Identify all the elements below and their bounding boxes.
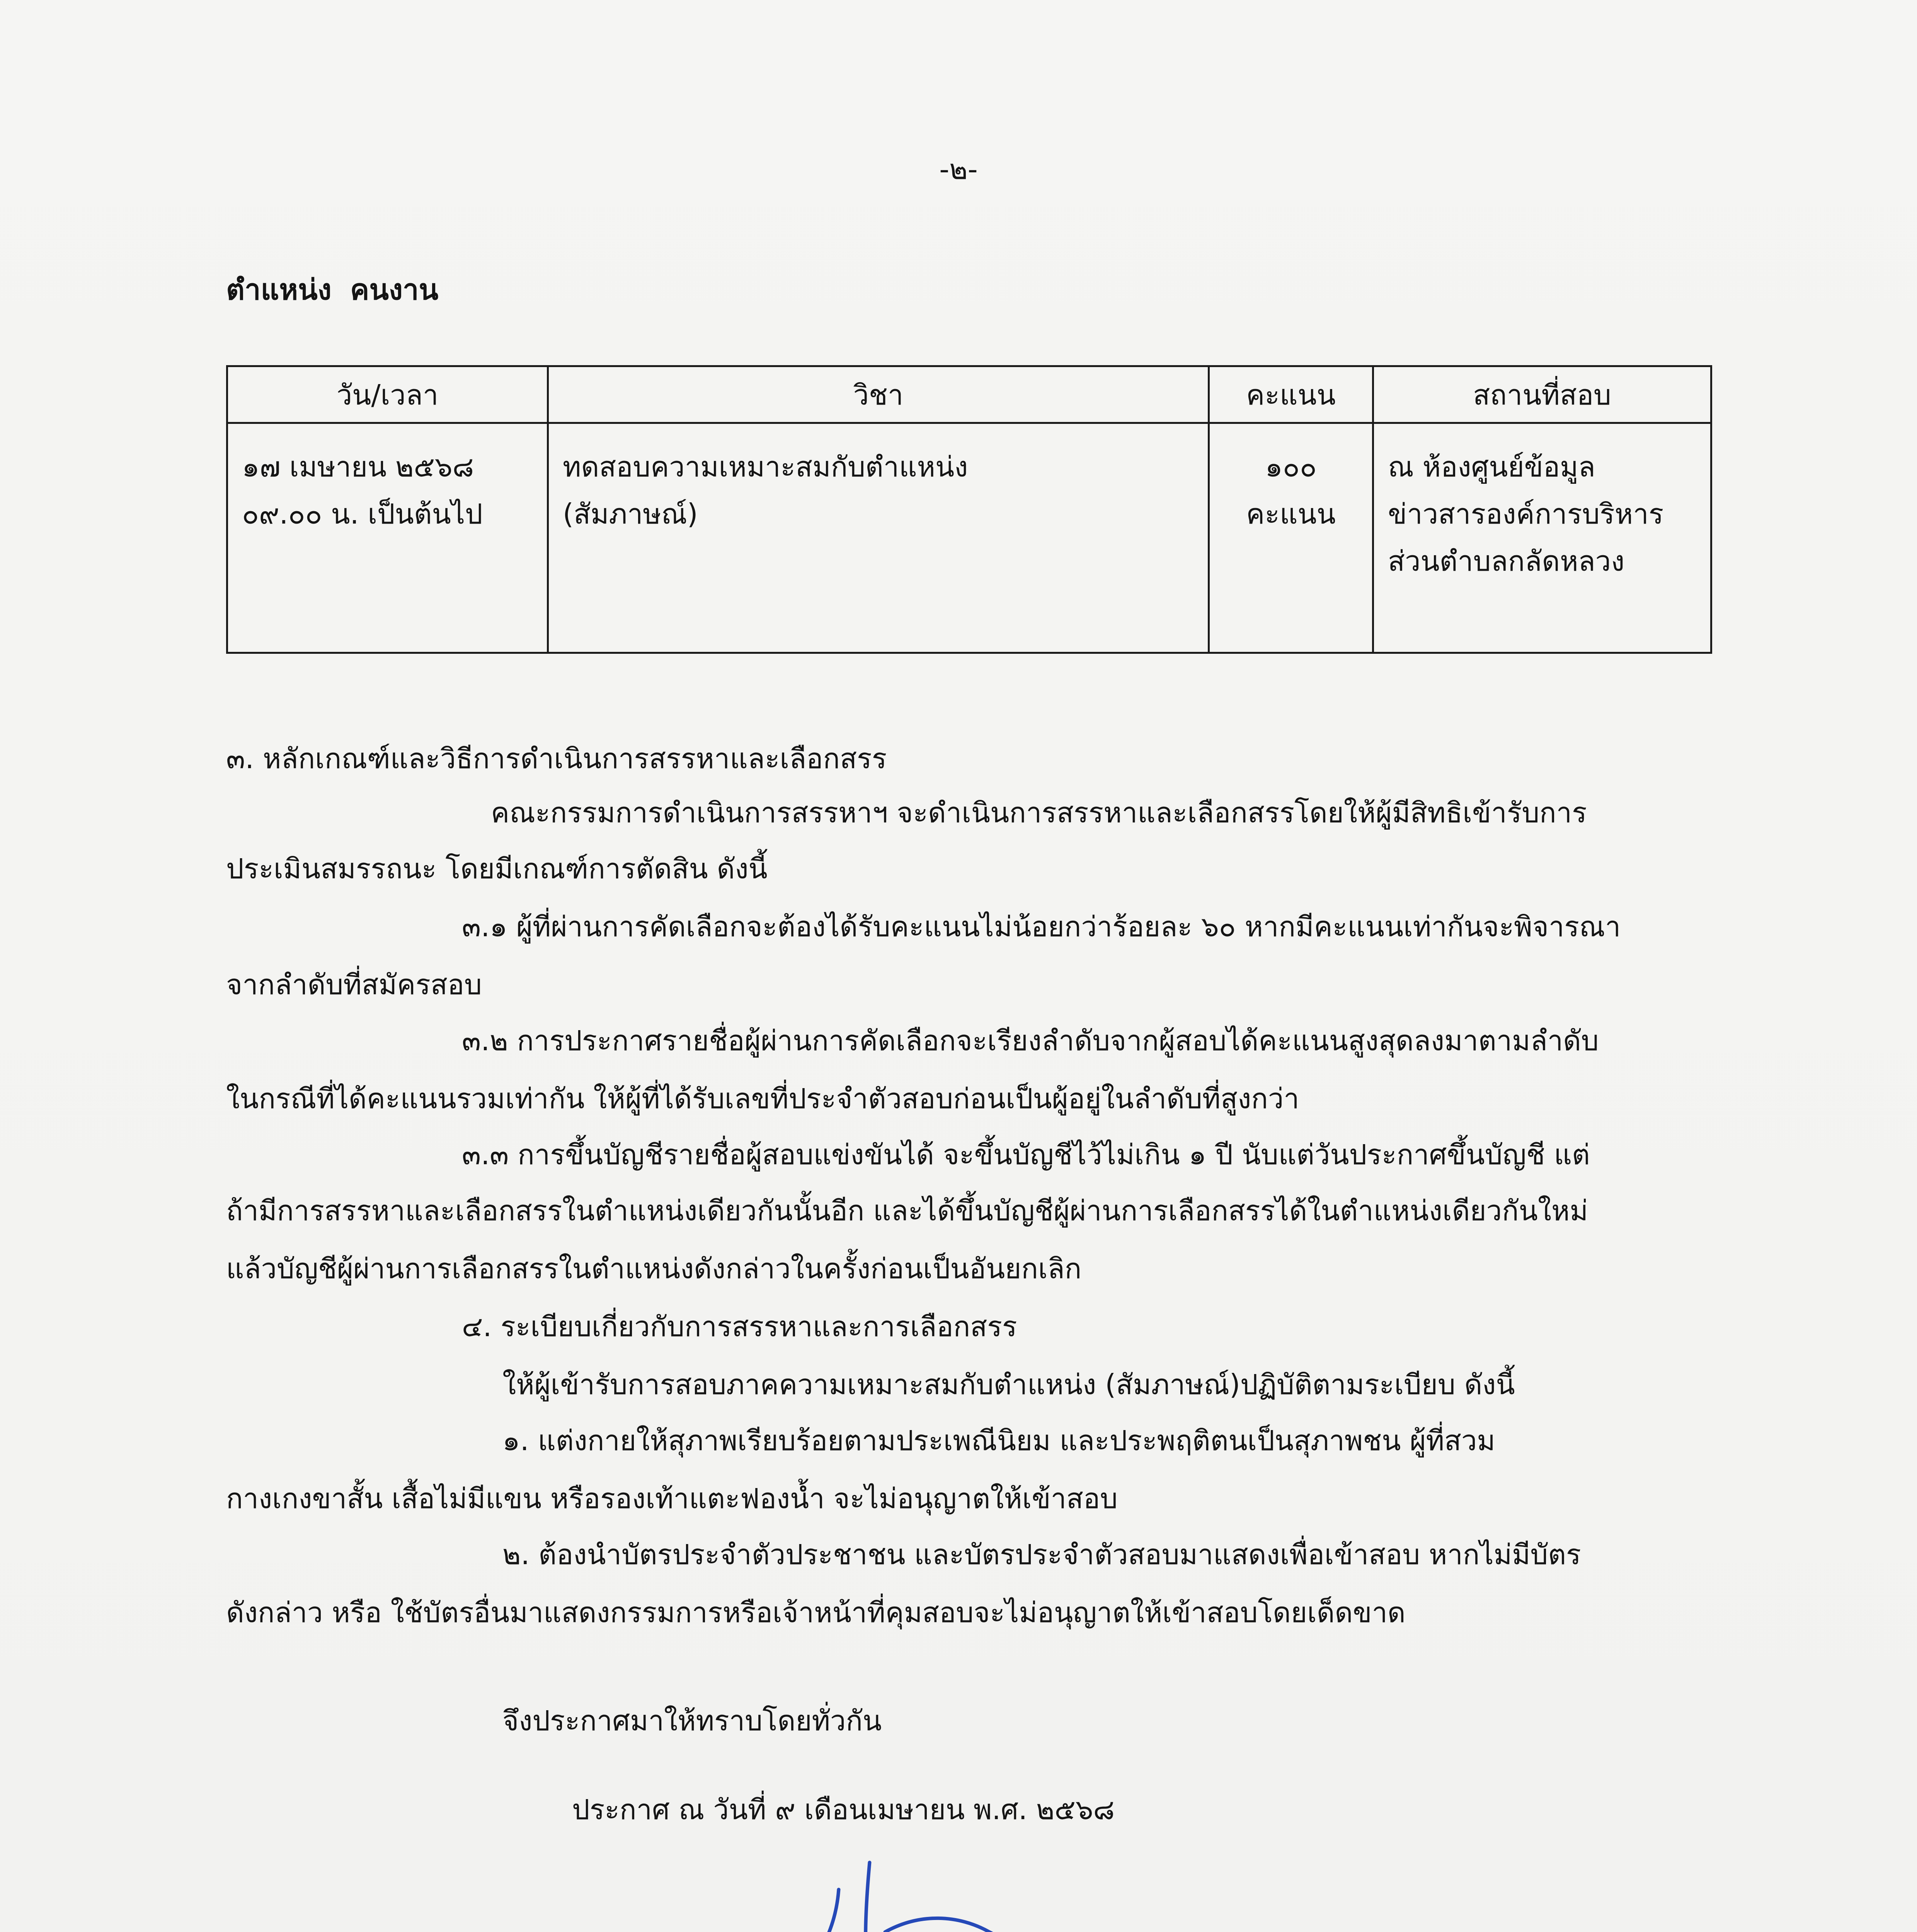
score-value: ๑๐๐ [1265,451,1317,483]
location-line: ข่าวสารองค์การบริหาร [1388,498,1664,530]
position-heading [226,267,438,312]
section-3-title: ๓. หลักเกณฑ์และวิธีการดำเนินการสรรหาและเลือกสรร [226,742,887,775]
header-subject: วิชา [548,366,1209,423]
header-date-time: วัน/เวลา [227,366,548,423]
section-4-title: ๔. ระเบียบเกี่ยวกับการสรรหาและการเลือกสรร [462,1310,1017,1343]
cell-subject [548,423,1209,653]
exam-date: ๑๗ เมษายน ๒๕๖๘ [242,451,474,483]
table-row [227,423,1711,653]
cell-score [1209,423,1373,653]
position-label: ตำแหน่ง [226,273,332,306]
location-line: ส่วนตำบลกลัดหลวง [1388,545,1625,577]
criteria-3-3: ๓.๓ การขึ้นบัญชีรายชื่อผู้สอบแข่งขันได้ จะขึ้นบัญชีไว้ไม่เกิน ๑ ปี นับแต่วันประกาศขึ้นบัญชี แต่ [462,1138,1590,1171]
announcement-date: ประกาศ ณ วันที่ ๙ เดือนเมษายน พ.ศ. ๒๕๖๘ [572,1793,1115,1826]
closing-statement: จึงประกาศมาให้ทราบโดยทั่วกัน [502,1704,882,1737]
criteria-3-3-cont: ถ้ามีการสรรหาและเลือกสรรในตำแหน่งเดียวกันนั้นอีก และได้ขึ้นบัญชีผู้ผ่านการเลือกสรรได้ในตำแหน่งเดียวกันใหม่ [226,1194,1588,1227]
exam-time: ๐๙.๐๐ น. เป็นต้นไป [242,498,483,530]
exam-subject: ทดสอบความเหมาะสมกับตำแหน่ง [563,451,968,483]
position-value: คนงาน [350,273,439,306]
header-score: คะแนน [1209,366,1373,423]
page-number: -๒- [939,153,978,185]
cell-location [1373,423,1711,653]
section-4-intro: ให้ผู้เข้ารับการสอบภาคความเหมาะสมกับตำแหน่ง (สัมภาษณ์)ปฏิบัติตามระเบียบ ดังนี้ [502,1368,1515,1401]
criteria-3-2-cont: ในกรณีที่ได้คะแนนรวมเท่ากัน ให้ผู้ที่ได้รับเลขที่ประจำตัวสอบก่อนเป็นผู้อยู่ในลำดับที่สูงกว่า [226,1082,1299,1115]
exam-subject-type: (สัมภาษณ์) [563,498,698,530]
exam-schedule-table [226,365,1712,654]
criteria-3-3-cont2: แล้วบัญชีผู้ผ่านการเลือกสรรในตำแหน่งดังกล่าวในครั้งก่อนเป็นอันยกเลิก [226,1252,1082,1285]
signature-image [758,1816,1190,1932]
rule-2-cont: ดังกล่าว หรือ ใช้บัตรอื่นมาแสดงกรรมการหรือเจ้าหน้าที่คุมสอบจะไม่อนุญาตให้เข้าสอบโดยเด็ดขาด [226,1596,1406,1629]
cell-date-time [227,423,548,653]
rule-2: ๒. ต้องนำบัตรประจำตัวประชาชน และบัตรประจำตัวสอบมาแสดงเพื่อเข้าสอบ หากไม่มีบัตร [502,1538,1581,1571]
section-3-intro-cont: ประเมินสมรรถนะ โดยมีเกณฑ์การตัดสิน ดังนี้ [226,852,768,885]
table-header-row [227,366,1711,423]
location-line: ณ ห้องศูนย์ข้อมูล [1388,451,1595,483]
header-exam-location: สถานที่สอบ [1373,366,1711,423]
criteria-3-1-cont: จากลำดับที่สมัครสอบ [226,968,482,1001]
section-3-intro: คณะกรรมการดำเนินการสรรหาฯ จะดำเนินการสรรหาและเลือกสรรโดยให้ผู้มีสิทธิเข้ารับการ [491,796,1587,829]
score-unit: คะแนน [1246,498,1336,530]
rule-1-cont: กางเกงขาสั้น เสื้อไม่มีแขน หรือรองเท้าแตะฟองน้ำ จะไม่อนุญาตให้เข้าสอบ [226,1482,1118,1515]
criteria-3-2: ๓.๒ การประกาศรายชื่อผู้ผ่านการคัดเลือกจะเรียงลำดับจากผู้สอบได้คะแนนสูงสุดลงมาตามลำดับ [462,1024,1599,1057]
criteria-3-1: ๓.๑ ผู้ที่ผ่านการคัดเลือกจะต้องได้รับคะแนนไม่น้อยกว่าร้อยละ ๖๐ หากมีคะแนนเท่ากันจะพิจารณา [462,910,1621,943]
rule-1: ๑. แต่งกายให้สุภาพเรียบร้อยตามประเพณีนิยม และประพฤติตนเป็นสุภาพชน ผู้ที่สวม [502,1424,1495,1457]
